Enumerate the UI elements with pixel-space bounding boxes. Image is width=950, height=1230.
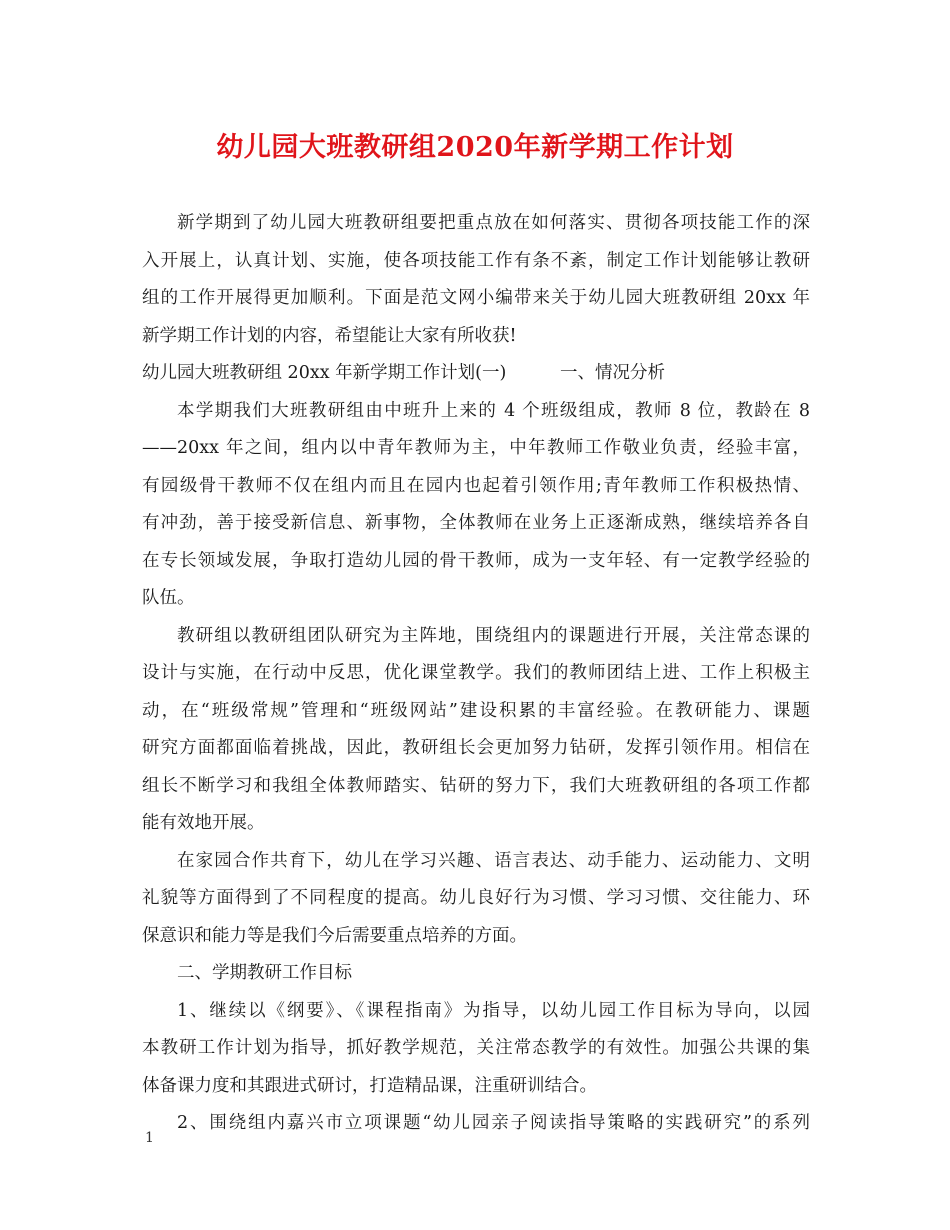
paragraph-line: 入开展上，认真计划、实施，使各项技能工作有条不紊，制定工作计划能够让教研 — [142, 250, 810, 271]
paragraph-line: 队伍。 — [142, 588, 195, 608]
paragraph-line: 1、继续以《纲要》、《课程指南》为指导，以幼儿园工作目标为导向，以园 — [177, 1000, 810, 1021]
paragraph-line: 本教研工作计划为指导，抓好教学规范，关注常态教学的有效性。加强公共课的集 — [142, 1038, 810, 1058]
paragraph-line: ——20xx 年之间，组内以中青年教师为主，中年教师工作敬业负责，经验丰富， — [142, 438, 810, 458]
paragraph-line: 教研组以教研组团队研究为主阵地，围绕组内的课题进行开展，关注常态课的 — [177, 625, 810, 646]
paragraph-line: 礼貌等方面得到了不同程度的提高。幼儿良好行为习惯、学习习惯、交往能力、环 — [142, 888, 810, 908]
paragraph-line: 有园级骨干教师不仅在组内而且在园内也起着引领作用;青年教师工作积极热情、 — [142, 475, 810, 496]
paragraph-line: 研究方面都面临着挑战，因此，教研组长会更加努力钻研，发挥引领作用。相信在 — [142, 738, 810, 758]
paragraph-line: 动，在“班级常规”管理和“班级网站”建设积累的丰富经验。在教研能力、课题 — [142, 700, 810, 721]
paragraph-line: 保意识和能力等是我们今后需要重点培养的方面。 — [142, 925, 527, 946]
paragraph-line: 组长不断学习和我组全体教师踏实、钻研的努力下，我们大班教研组的各项工作都 — [142, 775, 810, 796]
page-number: 1 — [145, 1130, 154, 1146]
plan-heading: 幼儿园大班教研组 20xx 年新学期工作计划(一) — [142, 363, 507, 383]
paragraph-line: 在家园合作共育下，幼儿在学习兴趣、语言表达、动手能力、运动能力、文明 — [177, 850, 810, 871]
paragraph-line: 有冲劲，善于接受新信息、新事物，全体教师在业务上正逐渐成熟，继续培养各自 — [142, 513, 810, 533]
section-heading: 二、学期教研工作目标 — [177, 963, 352, 983]
document-body — [142, 205, 810, 1143]
paragraph-line: 2、围绕组内嘉兴市立项课题“幼儿园亲子阅读指导策略的实践研究”的系列 — [177, 1113, 810, 1133]
paragraph-line: 体备课力度和其跟进式研讨，打造精品课，注重研训结合。 — [142, 1075, 597, 1096]
paragraph-line: 新学期到了幼儿园大班教研组要把重点放在如何落实、贯彻各项技能工作的深 — [177, 213, 810, 233]
paragraph-line: 新学期工作计划的内容，希望能让大家有所收获! — [142, 325, 517, 346]
section-heading — [142, 355, 810, 393]
paragraph-line: 在专长领域发展，争取打造幼儿园的骨干教师，成为一支年轻、有一定教学经验的 — [142, 550, 810, 571]
paragraph-line: 能有效地开展。 — [142, 813, 265, 833]
document-title: 幼儿园大班教研组2020年新学期工作计划 — [216, 132, 734, 163]
paragraph-line: 组的工作开展得更加顺利。下面是范文网小编带来关于幼儿园大班教研组 20xx 年 — [142, 288, 810, 308]
section-heading-label: 一、情况分析 — [560, 363, 665, 383]
paragraph-line: 本学期我们大班教研组由中班升上来的 4 个班级组成，教师 8 位，教龄在 8 — [177, 400, 810, 421]
paragraph-line: 设计与实施，在行动中反思，优化课堂教学。我们的教师团结上进、工作上积极主 — [142, 663, 810, 683]
